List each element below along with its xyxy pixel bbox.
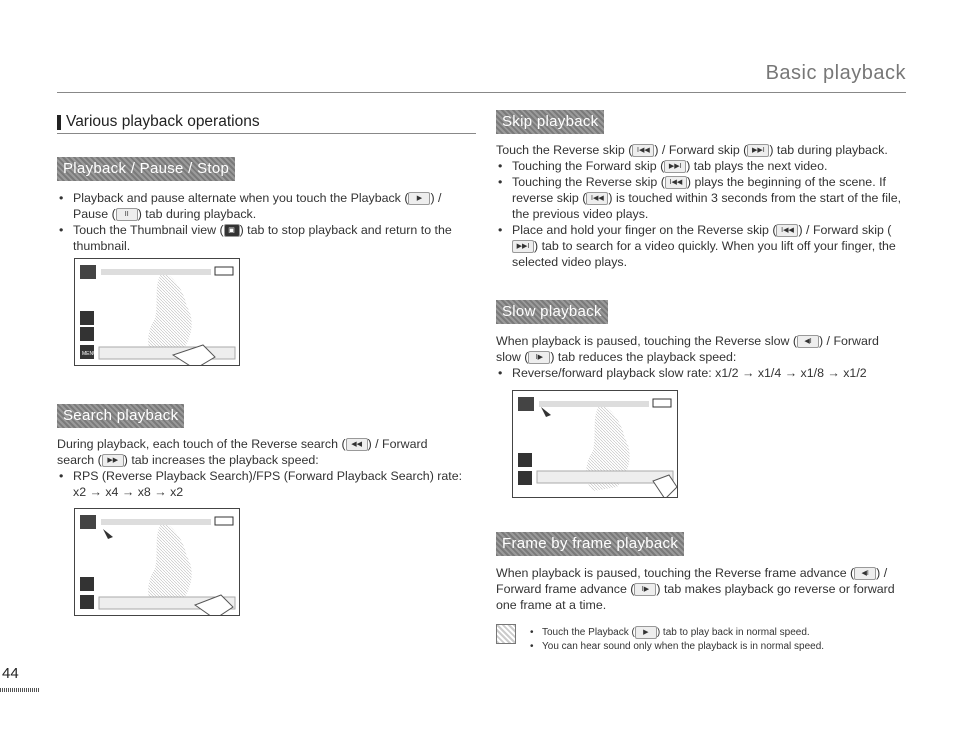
list-item: • Place and hold your finger on the Reverse skip ( I◀◀ ) / Forward skip (▶▶I ) tab to search for a video quickly. When you lift off your finger, the selected video plays. xyxy=(496,222,906,270)
banner-skip-playback: Skip playback xyxy=(496,110,604,134)
playback-screen-illustration xyxy=(75,509,239,615)
forward-skip-icon: ▶▶I xyxy=(747,144,769,157)
banner-playback-pause-stop: Playback / Pause / Stop xyxy=(57,157,235,181)
header-divider xyxy=(57,92,906,93)
play-icon: ▶ xyxy=(635,626,657,639)
section-title: Various playback operations xyxy=(57,113,476,134)
list-item: • You can hear sound only when the playback is in normal speed. xyxy=(528,640,908,654)
playback-screen-illustration xyxy=(75,259,239,365)
list-item: • Touching the Reverse skip ( I◀◀ ) plays the beginning of the scene. If reverse skip ( I◀◀ ) is touched within 3 seconds from the start of the file, the previous video plays. xyxy=(496,174,906,222)
reverse-search-icon: ◀◀ xyxy=(346,438,368,451)
forward-skip-icon: ▶▶I xyxy=(512,240,534,253)
reverse-slow-icon: ◀I xyxy=(797,335,819,348)
reverse-skip-icon: I◀◀ xyxy=(776,224,798,237)
slow-playback-text: When playback is paused, touching the Reverse slow ( ◀I ) / Forward slow ( I▶ ) tab reduces the playback speed: • Reverse/forward playback slow rate: x1/2 → x1/4 → x1/8 → x1/2 xyxy=(496,333,906,381)
playback-pause-stop-text xyxy=(57,190,467,254)
page-edge-stripe xyxy=(0,688,40,692)
banner-slow-playback: Slow playback xyxy=(496,300,608,324)
forward-slow-icon: I▶ xyxy=(528,351,550,364)
forward-frame-icon: I▶ xyxy=(634,583,656,596)
list-item: • Touch the Playback ( ▶ ) tab to play back in normal speed. xyxy=(528,626,908,640)
playback-screen-illustration xyxy=(513,391,677,497)
page-number: 44 xyxy=(2,665,19,682)
reverse-skip-icon: I◀◀ xyxy=(665,176,687,189)
frame-playback-text: When playback is paused, touching the Reverse frame advance ( ◀I ) / Forward frame advance ( I▶ ) tab makes playback go reverse or forward one frame at a time. xyxy=(496,566,895,612)
play-icon: ▶ xyxy=(408,192,430,205)
reverse-frame-icon: ◀I xyxy=(854,567,876,580)
note-icon xyxy=(496,624,516,644)
list-item: • Reverse/forward playback slow rate: x1/2 → x1/4 → x1/8 → x1/2 xyxy=(496,365,906,381)
list-item: • Playback and pause alternate when you touch the Playback ( ▶ ) / Pause ( II ) tab during playback. xyxy=(57,190,467,222)
page-header-title: Basic playback xyxy=(765,62,906,84)
menu-label: MENU xyxy=(82,351,97,357)
banner-search-playback: Search playback xyxy=(57,404,184,428)
search-playback-text: During playback, each touch of the Reverse search ( ◀◀ ) / Forward search ( ▶▶ ) tab increases the playback speed: • RPS (Reverse Playback Search)/FPS (Forward Playback Search) rate: x2 → x4 → x8 → x2 xyxy=(57,436,467,500)
playback-screen-3 xyxy=(512,390,678,498)
forward-skip-icon: ▶▶I xyxy=(664,160,686,173)
banner-frame-playback: Frame by frame playback xyxy=(496,532,684,556)
thumbnail-view-icon: ▣ xyxy=(224,224,240,237)
pause-icon: II xyxy=(116,208,138,221)
playback-screen-2 xyxy=(74,508,240,616)
reverse-skip-icon: I◀◀ xyxy=(586,192,608,205)
list-item: • Touch the Thumbnail view ( ▣ ) tab to stop playback and return to the thumbnail. xyxy=(57,222,467,254)
reverse-skip-icon: I◀◀ xyxy=(632,144,654,157)
forward-search-icon: ▶▶ xyxy=(102,454,124,467)
playback-screen-1 xyxy=(74,258,240,366)
skip-playback-text: Touch the Reverse skip ( I◀◀ ) / Forward skip ( ▶▶I ) tab during playback. • Touching the Forward skip ( ▶▶I ) tab plays the next video. • Touching the Reverse skip ( I◀◀ ) plays the beginning of the scene. If reverse skip ( I◀◀ ) is touched within 3 seconds from the start of the file, the previous video plays. • Place and hold your finger on the Reverse skip ( I◀◀ ) / Forward skip (▶▶I ) tab to search for a video quickly. When you lift off your finger, the selected video plays. xyxy=(496,142,906,270)
notes xyxy=(528,626,908,654)
list-item: • RPS (Reverse Playback Search)/FPS (Forward Playback Search) rate: x2 → x4 → x8 → x2 xyxy=(57,468,467,500)
list-item: • Touching the Forward skip ( ▶▶I ) tab plays the next video. xyxy=(496,158,906,174)
